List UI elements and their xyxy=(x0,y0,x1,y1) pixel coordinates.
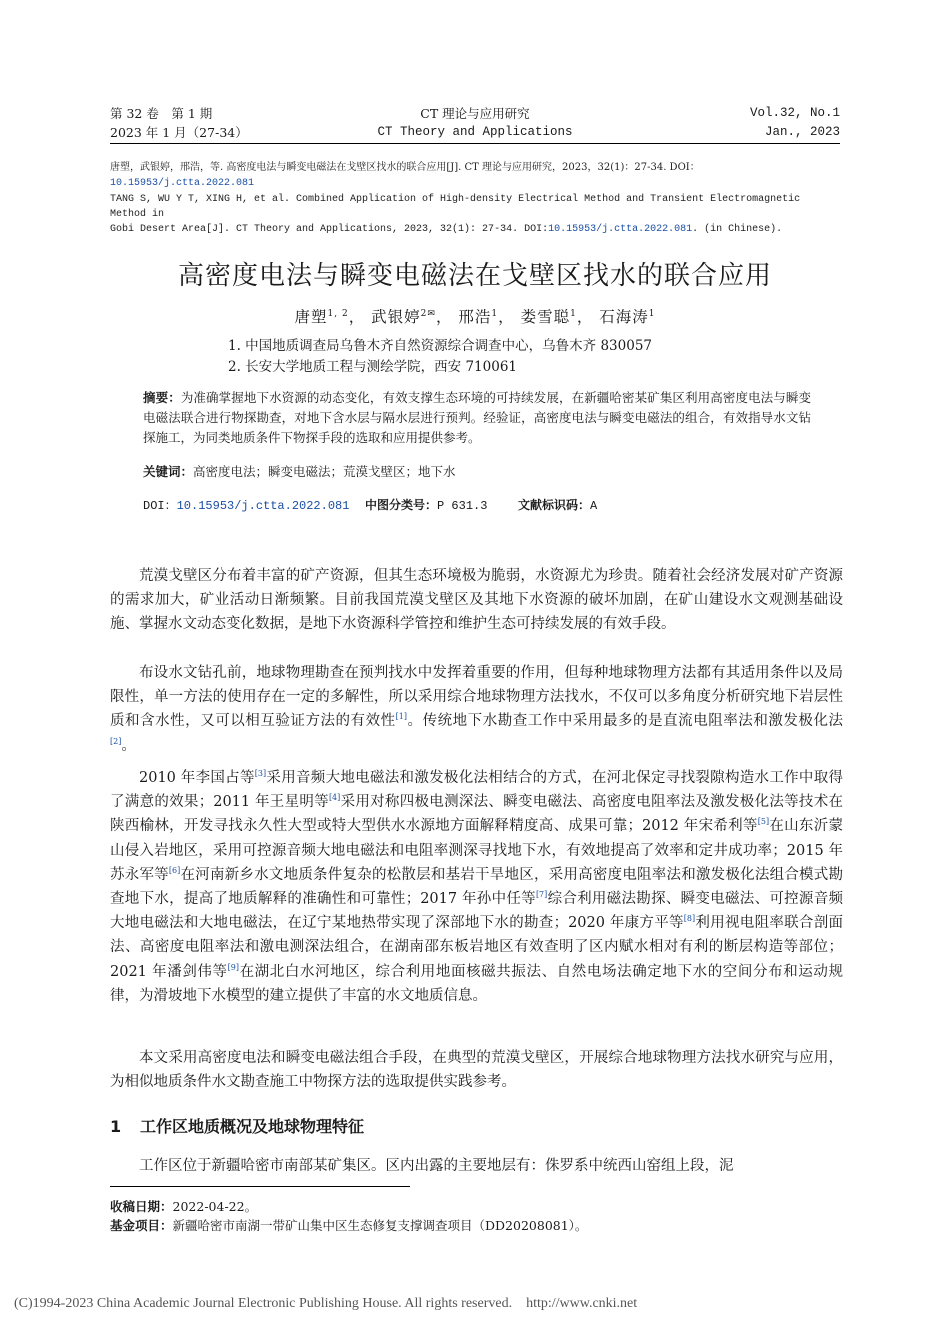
header-journal-en: CT Theory and Applications xyxy=(377,125,573,139)
clc-value: P 631.3 xyxy=(437,499,488,513)
footnote-fund xyxy=(110,1216,587,1235)
fund-text: 新疆哈密市南湖一带矿山集中区生态修复支撑调查项目（DD20208081）。 xyxy=(172,1218,588,1233)
received-label: 收稿日期： xyxy=(110,1199,173,1214)
ref-3[interactable]: [3] xyxy=(254,769,267,779)
author-affil-sup: 1 xyxy=(491,309,499,319)
citation-cn xyxy=(110,160,842,191)
section-1-title: 工作区地质概况及地球物理特征 xyxy=(140,1117,365,1136)
affiliation-1: 1. 中国地质调查局乌鲁木齐自然资源综合调查中心，乌鲁木齐 830057 xyxy=(228,338,652,354)
body-paragraph-3 xyxy=(110,766,843,1008)
header-vol-issue-en: Vol.32, No.1 xyxy=(749,106,840,120)
doi-link[interactable]: 10.15953/j.ctta.2022.081 xyxy=(176,499,350,513)
citation-en xyxy=(110,192,842,237)
doc-code-line xyxy=(518,496,597,515)
author-name: 唐塑 xyxy=(294,308,328,327)
abstract xyxy=(143,388,811,448)
p3-text-d: 在山东沂蒙山侵入岩地区，采用可控源音频大地电磁法和电阻率测深寻找地下水，有效地提高了效率和定井成功率；2015 年苏永军等 xyxy=(110,818,844,883)
abstract-label: 摘要： xyxy=(143,390,181,405)
ref-7[interactable]: [7] xyxy=(535,890,548,900)
citation-en-suffix: . (in Chinese). xyxy=(692,224,783,235)
author-name: 石海涛 xyxy=(599,308,649,327)
ref-1[interactable]: [1] xyxy=(395,712,407,722)
header-date-en: Jan., 2023 xyxy=(764,125,840,139)
header-date-pages-cn: 2023 年 1 月（27-34） xyxy=(110,125,248,140)
p2-text-b: 。传统地下水勘查工作中采用最多的是直流电阻率法和激发极化法 xyxy=(407,713,843,730)
keywords xyxy=(143,462,811,482)
ref-2[interactable]: [2] xyxy=(110,736,122,746)
footnote-rule xyxy=(110,1186,410,1187)
header-journal-cn: CT 理论与应用研究 xyxy=(420,106,530,121)
citation-en-line1: TANG S, WU Y T, XING H, et al. Combined Application of High-density Electrical Method and Transient Electromagnetic Method in xyxy=(110,194,801,220)
body-paragraph-5: 工作区位于新疆哈密市南部某矿集区。区内出露的主要地层有：侏罗系中统西山窑组上段，泥 xyxy=(139,1158,734,1174)
clc-label: 中图分类号： xyxy=(365,498,438,512)
citation-cn-text: 唐塑，武银婷，邢浩，等. 高密度电法与瞬变电磁法在戈壁区找水的联合应用[J]. CT 理论与应用研究，2023，32(1)：27-34. DOI： xyxy=(110,162,700,173)
p2-text-a: 布设水文钻孔前，地球物理勘查在预判找水中发挥着重要的作用，但每种地球物理方法都有其适用条件以及局限性，单一方法的使用存在一定的多解性，所以采用综合地球物理方法找水，不仅可以多角度分析研究地下岩层性质和含水性，又可以相互验证方法的有效性 xyxy=(110,665,843,730)
ref-6[interactable]: [6] xyxy=(168,865,181,875)
ref-8[interactable]: [8] xyxy=(683,914,696,924)
ref-9[interactable]: [9] xyxy=(227,962,239,972)
paper-title: 高密度电法与瞬变电磁法在戈壁区找水的联合应用 xyxy=(177,261,772,291)
doi-line xyxy=(143,496,349,515)
fund-label: 基金项目： xyxy=(110,1218,173,1233)
header-vol-issue-cn: 第 32 卷 第 1 期 xyxy=(110,106,213,121)
citation-en-line2: Gobi Desert Area[J]. CT Theory and Applications, 2023, 32(1): 27-34. DOI: xyxy=(110,224,549,235)
body-paragraph-4: 本文采用高密度电法和瞬变电磁法组合手段，在典型的荒漠戈壁区，开展综合地球物理方法找水研究与应用，为相似地质条件水文勘查施工中物探方法的选取提供实践参考。 xyxy=(110,1050,843,1091)
received-date: 2022-04-22。 xyxy=(172,1199,258,1214)
p2-text-c: 。 xyxy=(121,737,136,754)
p3-text-a: 2010 年李国占等 xyxy=(139,770,255,786)
affiliation-2: 2. 长安大学地质工程与测绘学院，西安 710061 xyxy=(228,359,517,375)
p3-text-c: 采用对称四极电测深法、瞬变电磁法、高密度电阻率法及激发极化法等技术在陕西榆林，开发寻找永久性大型或特大型供水水源地方面解释精度高、成果可靠；2012 年宋希利等 xyxy=(110,794,843,835)
citation-en-doi-link[interactable]: 10.15953/j.ctta.2022.081 xyxy=(548,224,693,235)
author-name: 邢浩 xyxy=(458,308,492,327)
body-paragraph-2 xyxy=(110,661,843,758)
keywords-text: 高密度电法；瞬变电磁法；荒漠戈壁区；地下水 xyxy=(193,464,456,479)
author-affil-sup: 2✉ xyxy=(420,309,436,319)
author-affil-sup: 1, 2 xyxy=(327,309,349,319)
p3-text-g: 利用视电阻率联合剖面法、高密度电阻率法和激电测深法组合，在湖南邵东板岩地区有效查明了区内赋水相对有利的断层构造等部位；2021 年潘剑伟等 xyxy=(110,915,843,980)
section-1-heading xyxy=(110,1114,364,1137)
citation-cn-doi-link[interactable]: 10.15953/j.ctta.2022.081 xyxy=(110,178,255,189)
ref-5[interactable]: [5] xyxy=(757,817,770,827)
ref-4[interactable]: [4] xyxy=(328,793,341,803)
p3-text-f: 综合利用磁法勘探、瞬变电磁法、可控源音频大地电磁法和大地电磁法，在辽宁某地热带实现了深部地下水的勘查；2020 年康方平等 xyxy=(110,891,843,932)
author-affil-sup: 1 xyxy=(648,309,656,319)
author-affil-sup: 1 xyxy=(570,309,577,319)
p3-text-e: 在河南新乡水文地质条件复杂的松散层和基岩干旱地区，采用高密度电阻率法和激发极化法组合模式勘查地下水，提高了地质解释的准确性和可靠性；2017 年孙中任等 xyxy=(110,866,844,908)
author-name: 武银婷 xyxy=(371,308,421,327)
abstract-text: 为准确掌握地下水资源的动态变化，有效支撑生态环境的可持续发展，在新疆哈密某矿集区利用高密度电法与瞬变电磁法联合进行物探勘查，对地下含水层与隔水层进行预判。经验证，高密度电法与瞬变电磁法的组合，有效指导水文钻探施工，为同类地质条件下物探手段的选取和应用提供参考。 xyxy=(143,390,811,445)
p3-text-h: 在湖北白水河地区，综合利用地面核磁共振法、自然电场法确定地下水的空间分布和运动规律，为滑坡地下水模型的建立提供了丰富的水文地质信息。 xyxy=(110,963,844,1004)
keywords-label: 关键词： xyxy=(143,464,194,479)
copyright-watermark: (C)1994-2023 China Academic Journal Electronic Publishing House. All rights reserved. http://www.cnki.net xyxy=(14,1296,638,1311)
body-paragraph-1: 荒漠戈壁区分布着丰富的矿产资源，但其生态环境极为脆弱，水资源尤为珍贵。随着社会经济发展对矿产资源的需求加大，矿业活动日渐频繁。目前我国荒漠戈壁区及其地下水资源的破坏加剧，在矿山建设水文观测基础设施、掌握水文动态变化数据，是地下水资源科学管控和维护生态可持续发展的有效手段。 xyxy=(110,568,843,633)
author-list: 唐塑$^{1, 2}$， 武银婷$^{2✉}$， 邢浩$^1$， 娄雪聪$^1$， 石海涛$^1$ xyxy=(294,308,656,327)
header-rule xyxy=(110,143,840,144)
doi-label: DOI： xyxy=(143,499,177,513)
footnote-received xyxy=(110,1197,257,1216)
doc-code-label: 文献标识码： xyxy=(518,498,591,512)
author-name: 娄雪聪 xyxy=(520,308,571,327)
p3-text-b: 采用音频大地电磁法和激发极化法相结合的方式，在河北保定寻找裂隙构造水工作中取得了满意的效果；2011 年王星明等 xyxy=(110,770,843,811)
doc-code-value: A xyxy=(590,499,598,513)
clc-line xyxy=(365,496,487,515)
section-1-number: 1 xyxy=(110,1117,122,1136)
